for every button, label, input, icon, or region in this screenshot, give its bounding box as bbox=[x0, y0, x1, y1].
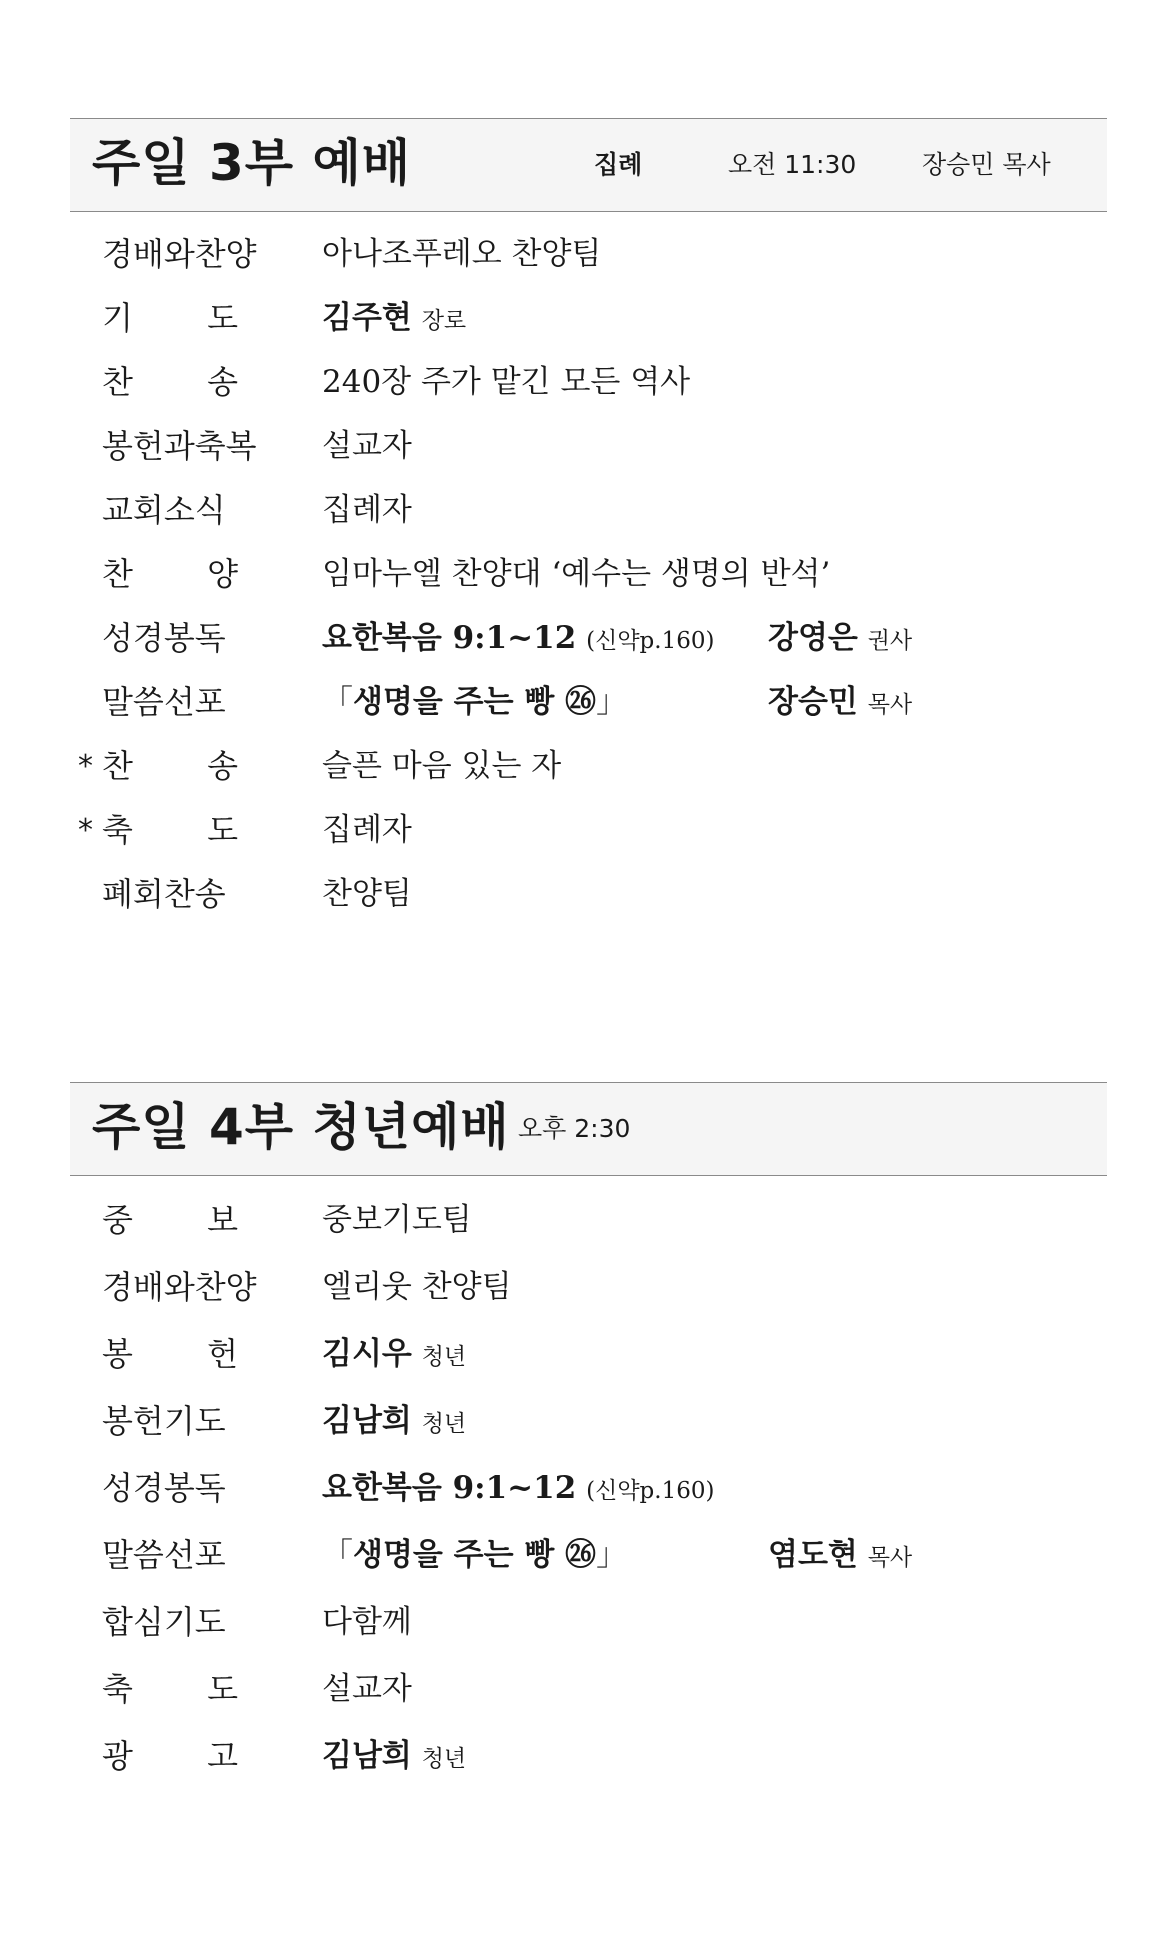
order-content: 중보기도팀 bbox=[322, 1202, 472, 1238]
order-content: 임마누엘 찬양대 ‘예수는 생명의 반석’ bbox=[322, 556, 831, 592]
order-row bbox=[70, 862, 1107, 926]
service-3-header bbox=[70, 118, 1107, 212]
standing-marker: * bbox=[78, 813, 93, 848]
order-row bbox=[70, 350, 1107, 414]
order-row bbox=[70, 1188, 1107, 1255]
order-content: 240장 주가 맡긴 모든 역사 bbox=[322, 364, 691, 400]
person-role: 권사 bbox=[867, 628, 913, 654]
order-row bbox=[70, 734, 1107, 798]
order-row bbox=[70, 670, 1107, 734]
person-role: 목사 bbox=[867, 1545, 913, 1571]
sermon-title: 생명을 주는 빵 ㉖ bbox=[353, 684, 597, 720]
scripture-passage: 요한복음 9:1~12 bbox=[322, 1470, 577, 1506]
order-label: 합심기도 bbox=[102, 1603, 226, 1641]
person-role: 장로 bbox=[421, 308, 467, 334]
order-row bbox=[70, 414, 1107, 478]
service-3-officiant-label: 집례 bbox=[594, 150, 643, 179]
order-label: 경배와찬양 bbox=[102, 1268, 257, 1306]
order-label: 찬 양 bbox=[102, 555, 238, 593]
order-content: 「생명을 주는 빵 ㉖」 bbox=[322, 1537, 628, 1573]
order-row bbox=[70, 478, 1107, 542]
person-role: 청년 bbox=[421, 1344, 467, 1370]
order-row bbox=[70, 286, 1107, 350]
order-content: 집례자 bbox=[322, 492, 412, 528]
person-name: 김주현 bbox=[322, 300, 412, 336]
standing-marker: * bbox=[78, 749, 93, 784]
reader bbox=[768, 618, 912, 661]
order-content bbox=[322, 1401, 466, 1444]
order-content: 설교자 bbox=[322, 428, 412, 464]
order-content bbox=[322, 298, 466, 341]
order-row bbox=[70, 1657, 1107, 1724]
order-label: 경배와찬양 bbox=[102, 235, 257, 273]
order-row bbox=[70, 222, 1107, 286]
person-role: 목사 bbox=[867, 692, 913, 718]
person-role: 청년 bbox=[421, 1746, 467, 1772]
order-row bbox=[70, 1255, 1107, 1322]
order-content bbox=[322, 618, 714, 661]
order-content bbox=[322, 1468, 714, 1511]
order-label: 찬 송 bbox=[102, 363, 238, 401]
order-row bbox=[70, 1724, 1107, 1791]
service-3-time: 오전 11:30 bbox=[728, 150, 857, 179]
person-name: 김시우 bbox=[322, 1336, 412, 1372]
order-row bbox=[70, 1590, 1107, 1657]
order-content: 아나조푸레오 찬양팀 bbox=[322, 236, 602, 272]
order-label: 폐회찬송 bbox=[102, 875, 226, 913]
service-4-order bbox=[70, 1176, 1107, 1791]
person-role: 청년 bbox=[421, 1411, 467, 1437]
sermon-title: 생명을 주는 빵 ㉖ bbox=[353, 1537, 597, 1573]
scripture-passage: 요한복음 9:1~12 bbox=[322, 620, 577, 656]
service-3-officiant: 장승민 목사 bbox=[922, 150, 1051, 179]
order-content bbox=[322, 1334, 466, 1377]
scripture-ref: (신약p.160) bbox=[586, 1478, 715, 1504]
person-name: 염도현 bbox=[768, 1537, 858, 1573]
service-4-title: 주일 4부 청년예배 bbox=[92, 1098, 510, 1156]
preacher bbox=[768, 682, 912, 725]
order-content bbox=[322, 1736, 466, 1779]
preacher bbox=[768, 1535, 912, 1578]
order-label: 봉 헌 bbox=[102, 1335, 238, 1373]
person-name: 장승민 bbox=[768, 684, 858, 720]
order-row bbox=[70, 606, 1107, 670]
order-row bbox=[70, 542, 1107, 606]
order-row bbox=[70, 798, 1107, 862]
scripture-ref: (신약p.160) bbox=[586, 628, 715, 654]
order-label: 중 보 bbox=[102, 1201, 238, 1239]
order-label: 교회소식 bbox=[102, 491, 226, 529]
order-label: 봉헌기도 bbox=[102, 1402, 226, 1440]
order-label: 말씀선포 bbox=[102, 683, 226, 721]
order-label: 성경봉독 bbox=[102, 1469, 226, 1507]
service-3-order bbox=[70, 212, 1107, 926]
order-row bbox=[70, 1523, 1107, 1590]
person-name: 김남희 bbox=[322, 1403, 412, 1439]
order-label: 광 고 bbox=[102, 1737, 238, 1775]
service-3-title: 주일 3부 예배 bbox=[92, 134, 412, 192]
order-content: 「생명을 주는 빵 ㉖」 bbox=[322, 684, 628, 720]
order-row bbox=[70, 1456, 1107, 1523]
order-label: 축 도 bbox=[102, 811, 238, 849]
order-label: 성경봉독 bbox=[102, 619, 226, 657]
order-row bbox=[70, 1389, 1107, 1456]
order-row bbox=[70, 1322, 1107, 1389]
order-content: 엘리웃 찬양팀 bbox=[322, 1269, 512, 1305]
service-4-section bbox=[70, 1082, 1107, 1791]
order-label: 봉헌과축복 bbox=[102, 427, 257, 465]
order-content: 설교자 bbox=[322, 1671, 412, 1707]
service-4-time: 오후 2:30 bbox=[518, 1114, 631, 1143]
service-3-section bbox=[70, 118, 1107, 926]
order-label: 찬 송 bbox=[102, 747, 238, 785]
order-content: 집례자 bbox=[322, 812, 412, 848]
order-content: 슬픈 마음 있는 자 bbox=[322, 748, 562, 784]
order-label: 기 도 bbox=[102, 299, 238, 337]
order-content: 찬양팀 bbox=[322, 876, 412, 912]
service-4-header bbox=[70, 1082, 1107, 1176]
person-name: 김남희 bbox=[322, 1738, 412, 1774]
order-label: 말씀선포 bbox=[102, 1536, 226, 1574]
order-content: 다함께 bbox=[322, 1604, 412, 1640]
order-label: 축 도 bbox=[102, 1670, 238, 1708]
person-name: 강영은 bbox=[768, 620, 858, 656]
